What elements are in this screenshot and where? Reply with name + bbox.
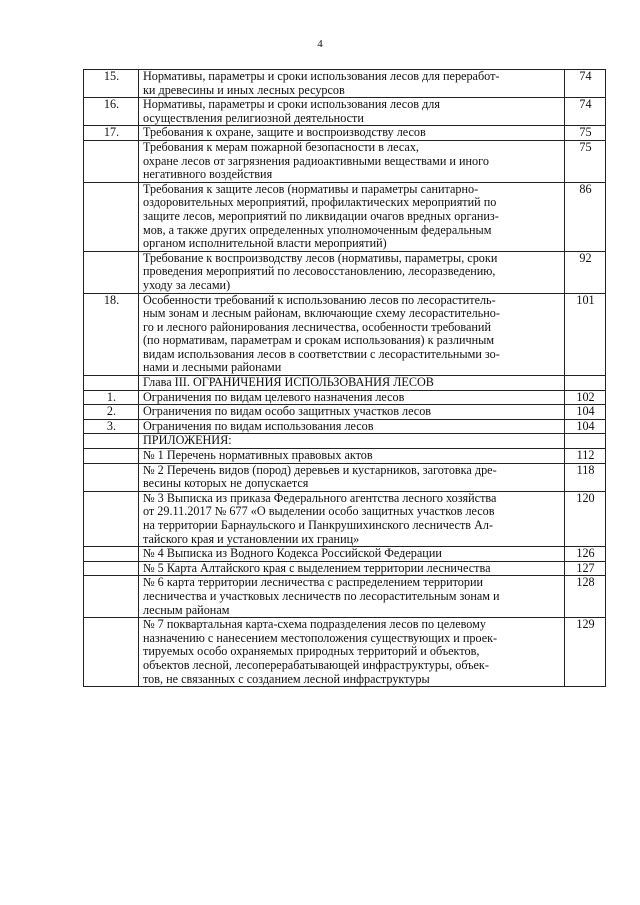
title-line: оздоровительных мероприятий, профилактических мероприятий по — [143, 195, 497, 210]
title-line: № 2 Перечень видов (пород) деревьев и кустарников, заготовка дре- — [143, 462, 497, 477]
row-number: 18. — [84, 293, 139, 376]
title-line: тируемых особо охраняемых природных территорий и объектов, — [143, 644, 480, 659]
row-number — [84, 547, 139, 562]
table-of-contents — [83, 69, 606, 687]
table-row — [84, 390, 606, 405]
row-page: 104 — [565, 405, 606, 420]
row-page — [565, 434, 606, 449]
title-line: Ограничения по видам использования лесов — [143, 418, 374, 433]
row-number: 15. — [84, 70, 139, 98]
row-title — [139, 251, 565, 293]
row-number — [84, 140, 139, 182]
title-line: № 5 Карта Алтайского края с выделением территории лесничества — [143, 560, 491, 575]
title-line: Ограничения по видам целевого назначения лесов — [143, 389, 405, 404]
title-line: проведения мероприятий по лесовосстановлению, лесоразведению, — [143, 264, 496, 279]
title-line: ным зонам и лесным районам, включающие схему лесорастительно- — [143, 306, 500, 321]
row-page: 120 — [565, 491, 606, 546]
table-row — [84, 419, 606, 434]
title-line: защите лесов, мероприятий по ликвидации очагов вредных организ- — [143, 208, 499, 223]
row-title — [139, 463, 565, 491]
row-number — [84, 576, 139, 618]
row-number — [84, 491, 139, 546]
row-number: 3. — [84, 419, 139, 434]
table-row — [84, 576, 606, 618]
table-row — [84, 491, 606, 546]
title-line: от 29.11.2017 № 677 «О выделении особо защитных участков лесов — [143, 504, 495, 519]
title-line: нами и лесными районами — [143, 360, 282, 375]
row-title — [139, 576, 565, 618]
row-title — [139, 390, 565, 405]
title-line: Особенности требований к использованию лесов по лесораститель- — [143, 292, 496, 307]
row-number: 16. — [84, 98, 139, 126]
title-line: объектов лесной, лесоперерабатывающей инфраструктуры, объек- — [143, 657, 489, 672]
row-page: 101 — [565, 293, 606, 376]
row-number: 17. — [84, 126, 139, 141]
row-title — [139, 491, 565, 546]
title-line: назначению с нанесением местоположения существующих и проек- — [143, 630, 498, 645]
row-title — [139, 449, 565, 464]
row-page: 75 — [565, 126, 606, 141]
title-line: го и лесного районирования лесничества, особенности требований — [143, 319, 491, 334]
row-number — [84, 463, 139, 491]
row-number — [84, 251, 139, 293]
row-page: 126 — [565, 547, 606, 562]
row-number — [84, 182, 139, 251]
title-line: уходу за лесами) — [143, 277, 231, 292]
row-page: 102 — [565, 390, 606, 405]
title-line: Требования к охране, защите и воспроизводству лесов — [143, 125, 426, 140]
row-title — [139, 140, 565, 182]
row-page: 128 — [565, 576, 606, 618]
row-number: 1. — [84, 390, 139, 405]
table-row — [84, 293, 606, 376]
row-number — [84, 449, 139, 464]
title-line: лесничества и участковых лесничеств по лесорастительным зонам и — [143, 588, 500, 603]
table-row — [84, 376, 606, 391]
row-title — [139, 561, 565, 576]
title-line: № 1 Перечень нормативных правовых актов — [143, 448, 373, 463]
row-title — [139, 618, 565, 687]
title-line: № 3 Выписка из приказа Федерального агентства лесного хозяйства — [143, 490, 497, 505]
row-number — [84, 376, 139, 391]
title-line: Требования к мерам пожарной безопасности в лесах, — [143, 139, 419, 154]
title-line: органом исполнительной власти мероприятий) — [143, 236, 387, 251]
title-line: видам использования лесов в соответствии с лесорастительными зо- — [143, 346, 500, 361]
row-number — [84, 434, 139, 449]
title-line: № 6 карта территории лесничества с распределением территории — [143, 575, 483, 590]
table-row — [84, 561, 606, 576]
table-row — [84, 126, 606, 141]
row-page: 74 — [565, 70, 606, 98]
row-number — [84, 618, 139, 687]
title-line: № 7 поквартальная карта-схема подразделения лесов по целевому — [143, 617, 486, 632]
row-number: 2. — [84, 405, 139, 420]
title-line: Нормативы, параметры и сроки использования лесов для — [143, 97, 440, 112]
table-row — [84, 70, 606, 98]
table-row — [84, 251, 606, 293]
title-line: Требование к воспроизводству лесов (нормативы, параметры, сроки — [143, 250, 498, 265]
row-title — [139, 419, 565, 434]
row-page: 118 — [565, 463, 606, 491]
row-title — [139, 376, 565, 391]
table-row — [84, 140, 606, 182]
row-page: 127 — [565, 561, 606, 576]
row-title — [139, 126, 565, 141]
title-line: осуществления религиозной деятельности — [143, 110, 364, 125]
row-title — [139, 293, 565, 376]
table-row — [84, 405, 606, 420]
page-number: 4 — [317, 38, 323, 50]
row-page: 104 — [565, 419, 606, 434]
table-row — [84, 547, 606, 562]
table-row — [84, 618, 606, 687]
title-line: ки древесины и иных лесных ресурсов — [143, 82, 345, 97]
row-title — [139, 405, 565, 420]
title-line: тайского края и установлении их границ» — [143, 531, 360, 546]
row-number — [84, 561, 139, 576]
title-line: Нормативы, параметры и сроки использования лесов для переработ- — [143, 69, 500, 83]
table-row — [84, 449, 606, 464]
row-page: 86 — [565, 182, 606, 251]
row-page: 92 — [565, 251, 606, 293]
title-line: тов, не связанных с созданием лесной инфраструктуры — [143, 671, 430, 686]
row-page — [565, 376, 606, 391]
title-line: на территории Барнаульского и Панкрушихинского лесничеств Ал- — [143, 518, 494, 532]
title-line: Ограничения по видам особо защитных участков лесов — [143, 404, 432, 419]
row-page: 75 — [565, 140, 606, 182]
row-page: 129 — [565, 618, 606, 687]
toc-body — [84, 70, 606, 687]
title-line: весины которых не допускается — [143, 476, 309, 491]
title-line: ПРИЛОЖЕНИЯ: — [143, 433, 232, 448]
row-title — [139, 70, 565, 98]
row-page: 112 — [565, 449, 606, 464]
row-title — [139, 547, 565, 562]
table-row — [84, 434, 606, 449]
table-row — [84, 98, 606, 126]
row-title — [139, 434, 565, 449]
table-row — [84, 463, 606, 491]
title-line: мов, а также других определенных уполномоченным федеральным — [143, 222, 492, 237]
title-line: (по нормативам, параметрам и срокам использования) к различным — [143, 333, 495, 348]
table-row — [84, 182, 606, 251]
title-line: охране лесов от загрязнения радиоактивными веществами и иного — [143, 153, 489, 168]
row-page: 74 — [565, 98, 606, 126]
row-title — [139, 182, 565, 251]
title-line: негативного воздействия — [143, 167, 273, 182]
title-line: Глава III. ОГРАНИЧЕНИЯ ИСПОЛЬЗОВАНИЯ ЛЕСОВ — [143, 375, 434, 390]
title-line: Требования к защите лесов (нормативы и параметры санитарно- — [143, 181, 479, 196]
title-line: лесным районам — [143, 602, 230, 617]
title-line: № 4 Выписка из Водного Кодекса Российской Федерации — [143, 546, 442, 561]
row-title — [139, 98, 565, 126]
